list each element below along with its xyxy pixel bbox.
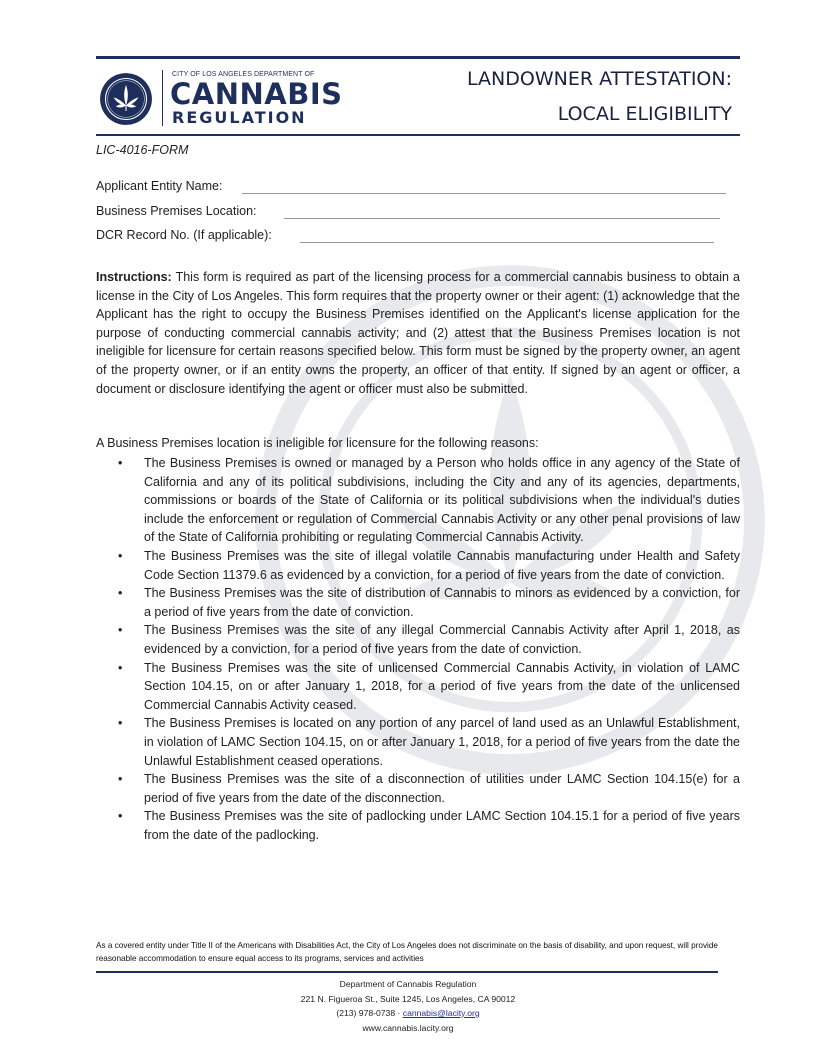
business-premises-location-label: Business Premises Location: bbox=[96, 204, 257, 218]
reasons-intro: A Business Premises location is ineligible for licensure for the following reasons: bbox=[96, 436, 539, 450]
logo-divider bbox=[162, 70, 163, 126]
logo-regulation-text: REGULATION bbox=[172, 108, 307, 127]
list-item: • The Business Premises was the site of any illegal Commercial Cannabis Activity after April 1, 2018, as evidenced by a conviction, for a period of five years from the date of conviction. bbox=[118, 623, 740, 656]
list-item: • The Business Premises was the site of unlicensed Commercial Cannabis Activity, in violation of LAMC Section 104.15, on or after January 1, 2018, for a period of five years from the date of the unlicensed Commercial Cannabis Activity ceased. bbox=[118, 660, 740, 712]
list-item: • The Business Premises was the site of distribution of Cannabis to minors as evidenced by a conviction, for a period of five years from the date of conviction. bbox=[118, 586, 740, 619]
list-item: • The Business Premises is owned or managed by a Person who holds office in any agency of the State of California and any of its political subdivisions, including the City and any of its agencies, departments, commissions or boards of the State of California or its political subdivisions when the individual's duties include the enforcement or regulation of Commercial Cannabis Activity or any other penal provisions of law of the State of California prohibiting or regulating Commercial Cannabis Activity. bbox=[118, 456, 740, 545]
header-bottom-rule bbox=[96, 134, 740, 136]
header-top-rule bbox=[96, 56, 740, 59]
bullet-icon: • bbox=[118, 716, 123, 731]
list-item: • The Business Premises was the site of illegal volatile Cannabis manufacturing under Health and Safety Code Section 11379.6 as evidenced by a conviction, for a period of five years from the date of conviction. bbox=[118, 548, 740, 582]
logo-cannabis-text: CANNABIS bbox=[170, 77, 343, 111]
bullet-icon: • bbox=[118, 586, 123, 601]
form-title-line-2: LOCAL ELIGIBILITY bbox=[557, 103, 732, 125]
footer-rule bbox=[96, 971, 718, 973]
list-item: • The Business Premises was the site of a disconnection of utilities under LAMC Section 104.15(e) for a period of five years from the date of the disconnection. bbox=[118, 772, 740, 805]
list-item: • The Business Premises is located on any portion of any parcel of land used as an Unlawful Establishment, in violation of LAMC Section 104.15, on or after January 1, 2018, for a period of five years from the date the Unlawful Establishment ceased operations. bbox=[118, 716, 740, 768]
instructions-heading: Instructions: bbox=[96, 270, 172, 284]
bullet-icon: • bbox=[118, 660, 123, 675]
business-premises-location-field[interactable] bbox=[284, 218, 720, 219]
applicant-entity-name-label: Applicant Entity Name: bbox=[96, 179, 223, 193]
logo-department-text: CITY OF LOS ANGELES DEPARTMENT OF bbox=[172, 71, 315, 78]
form-id: LIC-4016-FORM bbox=[96, 143, 189, 157]
applicant-entity-name-field[interactable] bbox=[242, 193, 726, 194]
list-item: • The Business Premises was the site of padlocking under LAMC Section 104.15.1 for a period of five years from the date of the padlocking. bbox=[118, 809, 740, 842]
ineligibility-reasons-list bbox=[96, 454, 740, 844]
footer-contact bbox=[0, 1008, 816, 1018]
footer-address: 221 N. Figueroa St., Suite 1245, Los Angeles, CA 90012 bbox=[300, 994, 516, 1004]
bullet-icon: • bbox=[118, 548, 123, 563]
instructions-paragraph bbox=[96, 268, 740, 398]
footer-email-link[interactable]: cannabis@lacity.org bbox=[402, 1008, 480, 1018]
bullet-icon: • bbox=[118, 809, 123, 824]
bullet-icon: • bbox=[118, 456, 123, 470]
instructions-text: This form is required as part of the licensing process for a commercial cannabis business to obtain a license in the City of Los Angeles. This form requires that the property owner or their agent: (1) acknowledge that the Applicant has the right to occupy the Business Premises identified on the Applicant's license application for the purpose of conducting commercial cannabis activity; and (2) attest that the Business Premises location is not ineligible for licensure for certain reasons specified below. This form must be signed by the property owner, an agent of the property owner, or if an entity owns the property, an officer of that entity. If signed by an agent or officer, a document or disclosure identifying the agent or officer must also be submitted. bbox=[96, 270, 740, 396]
form-title-line-1: LANDOWNER ATTESTATION: bbox=[467, 68, 732, 90]
footer-website[interactable]: www.cannabis.lacity.org bbox=[362, 1023, 454, 1033]
dcr-record-no-field[interactable] bbox=[300, 242, 714, 243]
footer-department: Department of Cannabis Regulation bbox=[339, 979, 477, 989]
dcr-record-no-label: DCR Record No. (If applicable): bbox=[96, 228, 272, 242]
city-seal-icon bbox=[99, 72, 153, 126]
bullet-icon: • bbox=[118, 623, 123, 638]
bullet-icon: • bbox=[118, 772, 123, 787]
ada-notice: As a covered entity under Title II of the Americans with Disabilities Act, the City of Los Angeles does not discriminate on the basis of disability, and upon request, will provide reasonable accommodation to ensure equal access to its programs, services and activities bbox=[96, 941, 718, 963]
footer-phone: (213) 978-0738 · bbox=[336, 1008, 401, 1018]
